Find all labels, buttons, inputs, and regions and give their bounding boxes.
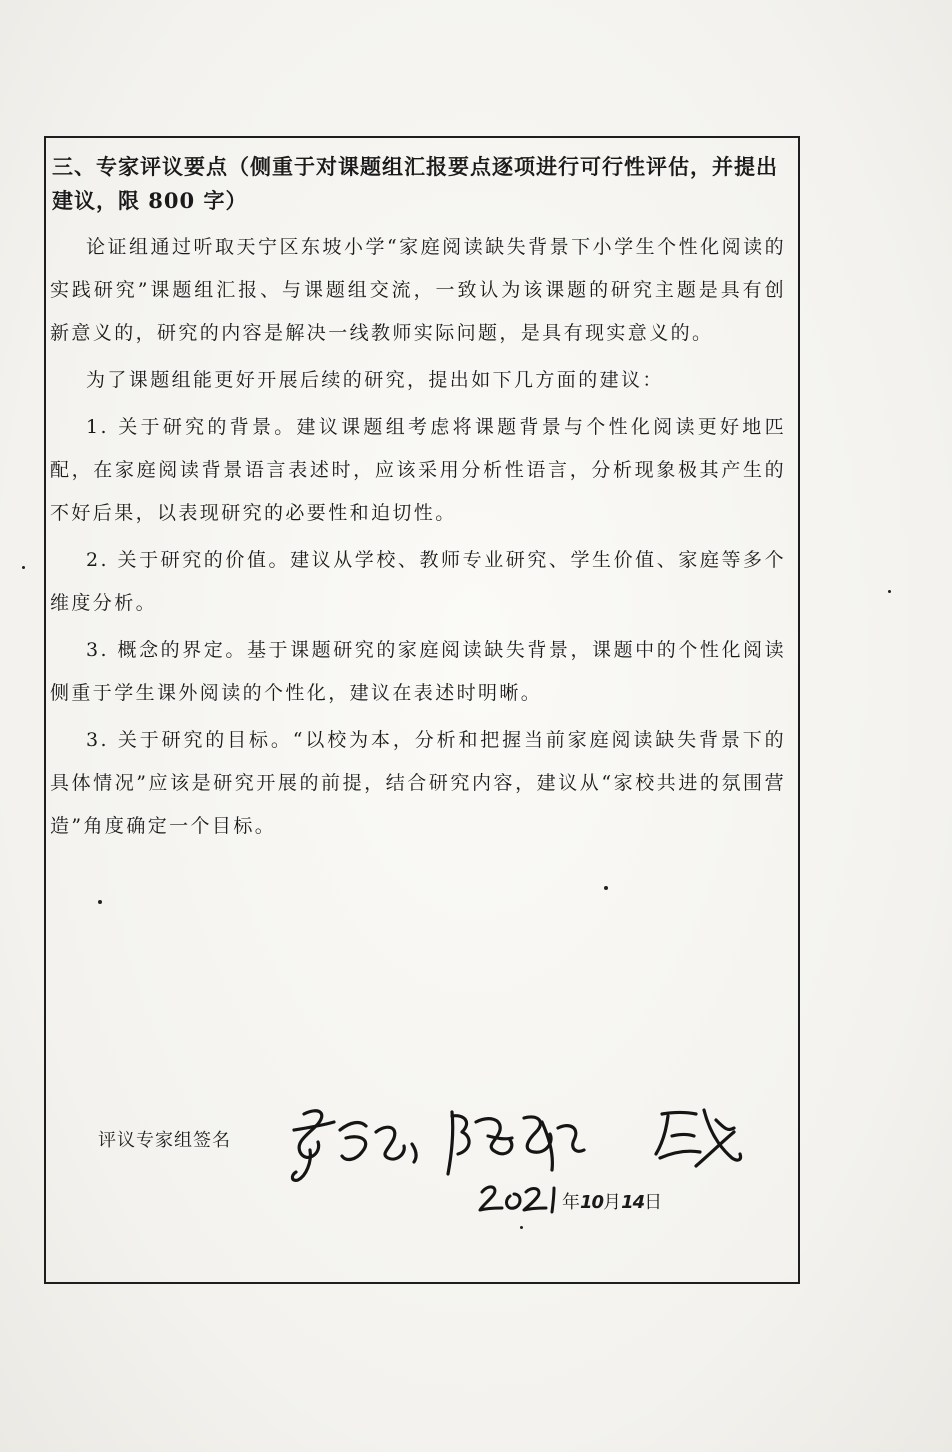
handwritten-year [476, 1178, 566, 1218]
day-suffix: 日 [644, 1192, 663, 1213]
paragraph-summary: 论证组通过听取天宁区东坡小学“家庭阅读缺失背景下小学生个性化阅读的实践研究”课题组汇报、与课题组交流，一致认为该课题的研究主题是具有创新意义的，研究的内容是解决一线教师实际问题，是具有现实意义的。 [50, 236, 786, 344]
paper-speck [98, 900, 102, 904]
sign-date [476, 1178, 716, 1228]
paper-speck [888, 590, 891, 593]
day-value: 14 [621, 1192, 645, 1213]
paragraph-background: 1. 关于研究的背景。建议课题组考虑将课题背景与个性化阅读更好地匹配，在家庭阅读背景语言表述时，应该采用分析性语言，分析现象极其产生的不好后果，以表现研究的必要性和迫切性。 [50, 416, 786, 524]
section-heading [52, 150, 794, 218]
paper-speck [520, 1226, 523, 1229]
paragraph-value: 2. 关于研究的价值。建议从学校、教师专业研究、学生价值、家庭等多个维度分析。 [50, 549, 786, 614]
section-heading-number: 三、 [52, 154, 96, 179]
handwritten-signature [276, 1092, 746, 1192]
paragraph-goal: 3. 关于研究的目标。“以校为本，分析和把握当前家庭阅读缺失背景下的具体情况”应该是研究开展的前提，结合研究内容，建议从“家校共进的氛围营造”角度确定一个目标。 [50, 729, 786, 837]
signature-label: 评议专家组签名 [98, 1130, 231, 1151]
section-heading-text: 专家评议要点（侧重于对课题组汇报要点逐项进行可行性评估，并提出建议，限 800 字） [52, 154, 778, 213]
review-form-box [44, 136, 800, 1284]
date-text [562, 1188, 662, 1214]
paragraph-intro: 为了课题组能更好开展后续的研究，提出如下几方面的建议： [86, 369, 664, 391]
year-suffix: 年 [562, 1192, 580, 1213]
paragraph-definition: 3. 概念的界定。基于课题研究的家庭阅读缺失背景，课题中的个性化阅读侧重于学生课外阅读的个性化，建议在表述时明晰。 [50, 639, 786, 704]
month-suffix: 月 [603, 1192, 622, 1213]
month-value: 10 [580, 1192, 604, 1213]
paper-speck [22, 566, 25, 569]
paper-speck [604, 886, 608, 890]
review-body [50, 226, 786, 848]
